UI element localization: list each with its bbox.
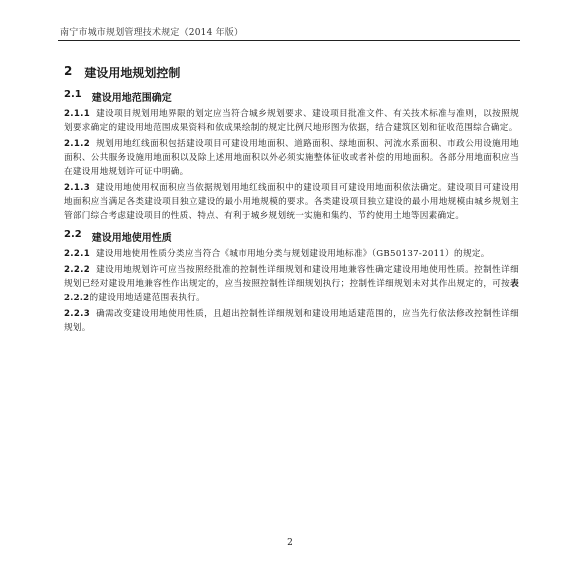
- section-title: 建设用地规划控制: [84, 66, 181, 80]
- subsection-number: 2.1: [64, 89, 82, 100]
- section-heading: [64, 64, 519, 81]
- clause-text: 建设项目规划用地界限的划定应当符合城乡规划要求、建设项目批准文件、有关技术标准与准则，以按照规划要求确定的建设用地范围成果资料和依成果绘制的规定比例尺地形图为依据，结合建筑区划和征收范围综合确定。: [64, 109, 519, 133]
- clause-text: 确需改变建设用地使用性质，且超出控制性详细规划和建设用地适建范围的，应当先行依法修改控制性详细规划。: [64, 309, 519, 333]
- clause-number: 2.1.2: [64, 139, 90, 149]
- clause-text: 建设用地规划许可应当按照经批准的控制性详细规划和建设用地兼容性确定建设用地使用性质。控制性详细规划已经对建设用地兼容性作出规定的，应当按照控制性详细规划执行；控制性详细规划未对其作出规定的，可按: [64, 265, 519, 289]
- clause-number: 2.1.1: [64, 109, 90, 119]
- clause-number: 2.2.1: [64, 249, 90, 259]
- clause-number: 2.2.3: [64, 309, 90, 319]
- clause-text: 建设用地使用权面积应当依据规划用地红线面积中的建设项目可建设用地面积依法确定。建设项目可建设用地面积应当满足各类建设项目独立建设的最小用地规模的要求。各类建设项目独立建设的最小用地规模由城乡规划主管部门综合考虑建设项目的性质、特点、有利于城乡规划统一实施和集约、节约使用土地等因素确定。: [64, 183, 519, 221]
- clause-text: 规划用地红线面积包括建设项目可建设用地面积、道路面积、绿地面积、河流水系面积、市政公用设施用地面积、公共服务设施用地面积以及除上述用地面积以外必须实施整体征收或者补偿的用地面积。各部分用地面积应当在建设用地规划许可证中明确。: [64, 139, 519, 177]
- clause-paragraph: [64, 137, 519, 179]
- clause-paragraph: [64, 181, 519, 223]
- page-number: 2: [287, 538, 293, 548]
- subsection-heading: [64, 89, 519, 104]
- clause-text: 建设用地使用性质分类应当符合《城市用地分类与规划建设用地标准》（GB50137-2011）的规定。: [95, 249, 490, 259]
- page-content: [64, 60, 519, 337]
- clause-paragraph: [64, 107, 519, 135]
- subsection-heading: [64, 229, 519, 244]
- running-header: 南宁市城市规划管理技术规定（2014 年版）: [60, 28, 244, 38]
- section-number: 2: [64, 64, 73, 78]
- subsection-title: 建设用地范围确定: [91, 93, 172, 104]
- subsection-title: 建设用地使用性质: [91, 233, 172, 244]
- clause-number: 2.1.3: [64, 183, 90, 193]
- clause-number: 2.2.2: [64, 265, 90, 275]
- subsection-number: 2.2: [64, 229, 82, 240]
- header-divider: [58, 40, 520, 41]
- clause-paragraph: [64, 247, 519, 261]
- clause-text: 的建设用地适建范围表执行。: [89, 293, 206, 303]
- table-reference: 表 2.2.2: [64, 279, 519, 303]
- clause-paragraph: [64, 263, 519, 305]
- clause-paragraph: [64, 307, 519, 335]
